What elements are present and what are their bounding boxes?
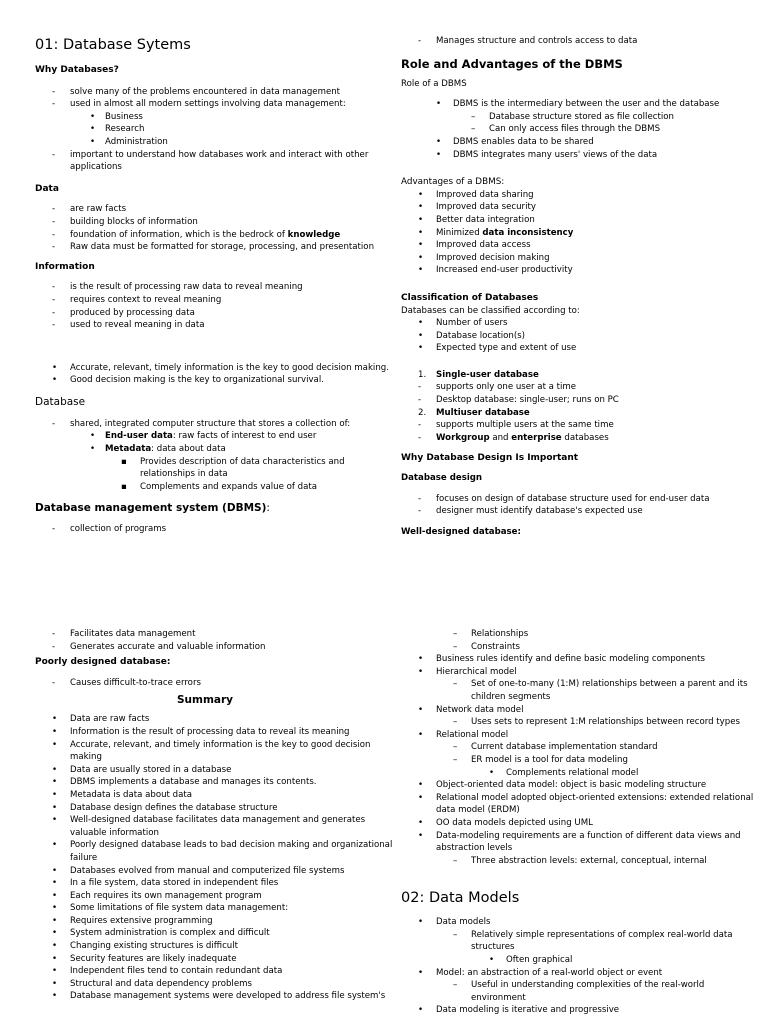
bullet-item: • DBMS enables data to be shared [436,136,594,147]
section-heading: Database [35,395,86,408]
list-item-continuation: structures [471,942,515,953]
section-label: Advantages of a DBMS: [401,177,505,188]
section-label: Role of a DBMS [401,78,467,89]
list-item: ▪ Complements and expands value of data [121,481,317,492]
summary-item-continuation: valuable information [70,827,159,838]
bullet-item: • Data modeling is iterative and progressive [418,1005,620,1016]
summary-item: • Changing existing structures is difficult [52,941,238,952]
page2-left-column [35,628,395,1003]
bullet-item: • Business rules identify and define basic modeling components [418,654,705,665]
list-item-continuation: abstraction levels [436,843,513,854]
summary-item-continuation: making [70,752,102,763]
list-item: – Relatively simple representations of complex real-world data [453,929,733,940]
bullet-item: • Relational model adopted object-oriented extensions: extended relational [418,792,754,803]
list-item-continuation: children segments [471,691,551,702]
list-item: – Uses sets to represent 1:M relationships between record types [453,717,740,728]
summary-item: • System administration is complex and difficult [52,928,270,939]
list-item: - important to understand how databases work and interact with other [52,149,369,160]
bullet-item: • Database location(s) [418,330,526,341]
bullet-item: • OO data models depicted using UML [418,817,593,828]
page1-right-column [401,35,761,538]
section-label: Poorly designed database: [35,657,171,668]
section-heading: Database management system (DBMS): [35,502,270,515]
summary-item: • Database management systems were developed to address file system's [52,991,386,1002]
summary-item: • Independent files tend to contain redundant data [52,966,283,977]
list-item: • Metadata: data about data [90,444,226,455]
section-label: Well-designed database: [401,526,521,537]
summary-item: • In a file system, data stored in independent files [52,878,279,889]
list-item: - used in almost all modern settings involving data management: [52,99,346,110]
list-item: – Current database implementation standard [453,742,658,753]
list-item: - requires context to reveal meaning [52,294,222,305]
summary-item-continuation: failure [70,852,98,863]
summary-heading: Summary [177,694,234,707]
summary-item: • Metadata is data about data [52,789,192,800]
section-heading: Information [35,261,95,272]
list-item-continuation: relationships in data [140,469,228,480]
section-title: Role and Advantages of the DBMS [401,56,623,71]
list-item: - foundation of information, which is the bedrock of knowledge [52,229,341,240]
list-item: - solve many of the problems encountered in data management [52,86,341,97]
summary-item: • Some limitations of file system data management: [52,903,289,914]
list-item: - designer must identify database's expected use [418,506,643,517]
numbered-item: 2. Multiuser database [418,407,530,418]
section-heading: Data [35,183,59,194]
list-item-continuation: applications [70,162,122,173]
list-item: - Workgroup and enterprise databases [418,432,609,443]
list-item: • Business [90,111,143,122]
list-item: – Set of one-to-many (1:M) relationships between a parent and its [453,679,748,690]
list-item: - shared, integrated computer structure that stores a collection of: [52,418,351,429]
bullet-item: • Expected type and extent of use [418,343,577,354]
bullet-item: • Better data integration [418,214,535,225]
list-item: – ER model is a tool for data modeling [453,754,628,765]
bullet-item: • DBMS is the intermediary between the user and the database [436,99,720,110]
list-item: – Three abstraction levels: external, conceptual, internal [453,855,707,866]
bullet-item: • Data-modeling requirements are a function of different data views and [418,830,741,841]
list-item-continuation: data model (ERDM) [436,805,520,816]
bullet-item: • Accurate, relevant, timely information is the key to good decision making. [52,362,389,373]
list-item: – Constraints [453,641,521,652]
list-item: - supports only one user at a time [418,382,577,393]
bullet-item: • Data models [418,917,491,928]
summary-item: • Database design defines the database structure [52,802,278,813]
chapter-title: 01: Database Sytems [35,37,191,53]
bullet-item: • Network data model [418,704,524,715]
bullet-item: • Object-oriented data model: object is basic modeling structure [418,780,707,791]
list-item: - building blocks of information [52,216,198,227]
list-item: ▪ Provides description of data characteristics and [121,456,345,467]
list-item: • Research [90,124,145,135]
list-item: - Manages structure and controls access to data [418,36,638,46]
list-item-continuation: environment [471,992,526,1003]
list-item: - Facilitates data management [52,629,196,639]
bullet-item: • Number of users [418,318,508,329]
bullet-item: • Model: an abstraction of a real-world object or event [418,967,663,978]
list-item: • End-user data: raw facts of interest to end user [90,431,317,442]
list-item: • Often graphical [489,955,573,966]
chapter-title: 02: Data Models [401,890,520,907]
summary-item: • Well-designed database facilitates data management and generates [52,815,366,826]
list-item: - is the result of processing raw data to reveal meaning [52,282,303,293]
summary-item: • Databases evolved from manual and computerized file systems [52,865,345,876]
list-item: – Useful in understanding complexities of the real-world [453,980,705,991]
bullet-item: • Improved data security [418,202,536,213]
summary-item: • Requires extensive programming [52,915,213,926]
page2-right-column [401,628,761,1017]
page1-left-column [35,36,395,536]
summary-item: • Poorly designed database leads to bad decision making and organizational [52,840,393,851]
numbered-item: 1. Single-user database [418,369,539,380]
summary-item: • Information is the result of processing data to reveal its meaning [52,726,350,737]
bullet-item: • DBMS integrates many users' views of the data [436,149,658,160]
bullet-item: – Database structure stored as file collection [471,111,674,122]
bullet-item: • Improved decision making [418,252,550,263]
list-item: - Generates accurate and valuable information [52,641,266,652]
bullet-item: • Improved data sharing [418,189,534,200]
summary-item: • Each requires its own management program [52,890,262,901]
section-label: Database design [401,473,483,484]
list-item: • Administration [90,136,168,147]
bullet-item: • Improved data access [418,240,531,251]
bullet-item: • Good decision making is the key to organizational survival. [52,375,324,386]
list-item: • Complements relational model [489,767,639,778]
bullet-item: • Hierarchical model [418,666,517,677]
list-item: - supports multiple users at the same time [418,420,614,431]
list-item: - focuses on design of database structure used for end-user data [418,493,710,504]
list-item: - are raw facts [52,204,127,215]
summary-item: • Structural and data dependency problems [52,978,252,989]
list-item: - produced by processing data [52,307,195,318]
summary-item: • Accurate, relevant, and timely information is the key to good decision [52,739,371,750]
list-item: - Desktop database: single-user; runs on PC [418,395,619,406]
list-item: - used to reveal meaning in data [52,320,205,331]
bullet-item: • Minimized data inconsistency [418,227,574,238]
bullet-item: – Can only access files through the DBMS [471,124,661,135]
list-item: - collection of programs [52,524,167,535]
section-heading: Why Databases? [35,65,119,75]
bullet-item: • Increased end-user productivity [418,265,573,276]
list-item: - Causes difficult-to-trace errors [52,677,201,688]
summary-item: • Security features are likely inadequate [52,953,237,964]
summary-item: • DBMS implements a database and manages its contents. [52,777,317,788]
section-heading: Why Database Design Is Important [401,453,579,464]
list-item: – Relationships [453,629,529,639]
summary-item: • Data are usually stored in a database [52,764,232,775]
paragraph: Databases can be classified according to: [401,305,580,316]
bullet-item: • Relational model [418,729,509,740]
summary-item: • Data are raw facts [52,714,150,725]
section-heading: Classification of Databases [401,292,539,303]
list-item: - Raw data must be formatted for storage, processing, and presentation [52,242,375,253]
